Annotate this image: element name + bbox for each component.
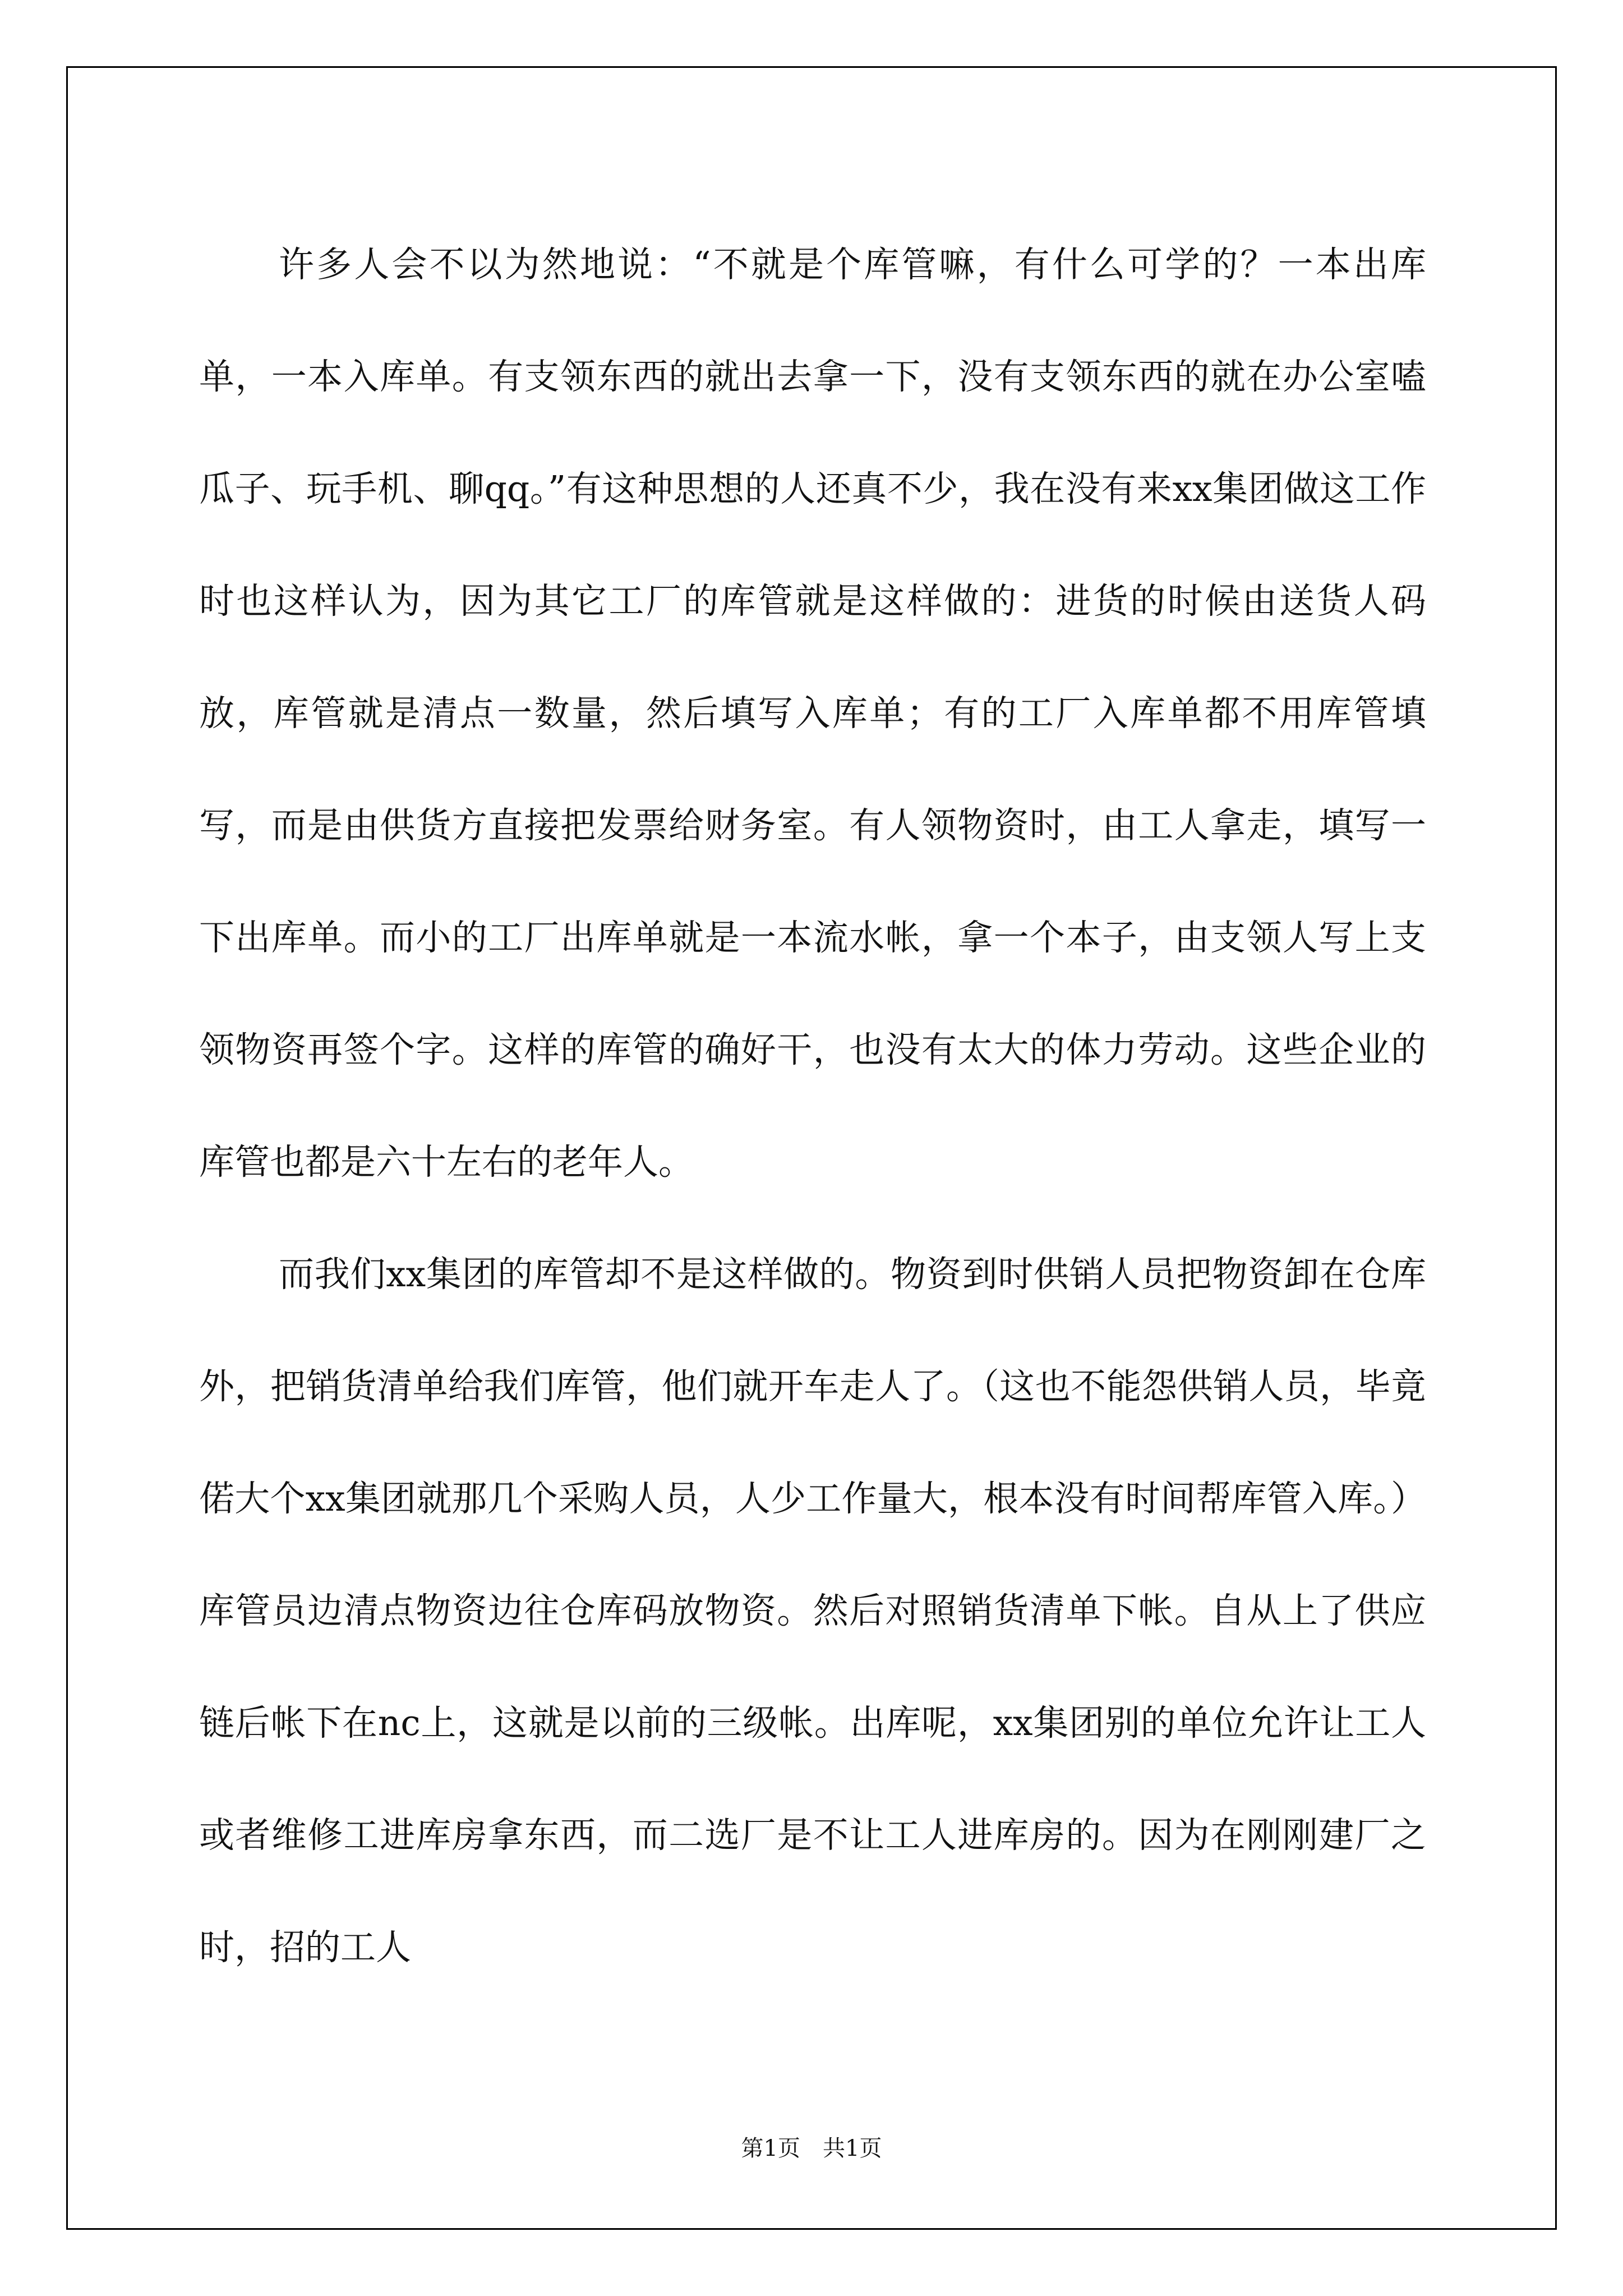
document-body — [199, 209, 1426, 2004]
paragraph-1: 许多人会不以为然地说：“不就是个库管嘛，有什么可学的？一本出库单，一本入库单。有支领东西的就出去拿一下，没有支领东西的就在办公室嗑瓜子、玩手机、聊qq。”有这种思想的人还真不少，我在没有来xx集团做这工作时也这样认为，因为其它工厂的库管就是这样做的：进货的时候由送货人码放，库管就是清点一数量，然后填写入库单；有的工厂入库单都不用库管填写，而是由供货方直接把发票给财务室。有人领物资时，由工人拿走，填写一下出库单。而小的工厂出库单就是一本流水帐，拿一个本子，由支领人写上支领物资再签个字。这样的库管的确好干，也没有太大的体力劳动。这些企业的库管也都是六十左右的老年人。 — [199, 244, 1426, 1182]
page-footer: 第1页 共1页 — [741, 2136, 882, 2161]
paragraph-2: 而我们xx集团的库管却不是这样做的。物资到时供销人员把物资卸在仓库外，把销货清单给我们库管，他们就开车走人了。（这也不能怨供销人员，毕竟偌大个xx集团就那几个采购人员，人少工作量大，根本没有时间帮库管入库。）库管员边清点物资边往仓库码放物资。然后对照销货清单下帐。自从上了供应链后帐下在nc上，这就是以前的三级帐。出库呢，xx集团别的单位允许让工人或者维修工进库房拿东西，而二选厂是不让工人进库房的。因为在刚刚建厂之时，招的工人 — [199, 1254, 1426, 1968]
